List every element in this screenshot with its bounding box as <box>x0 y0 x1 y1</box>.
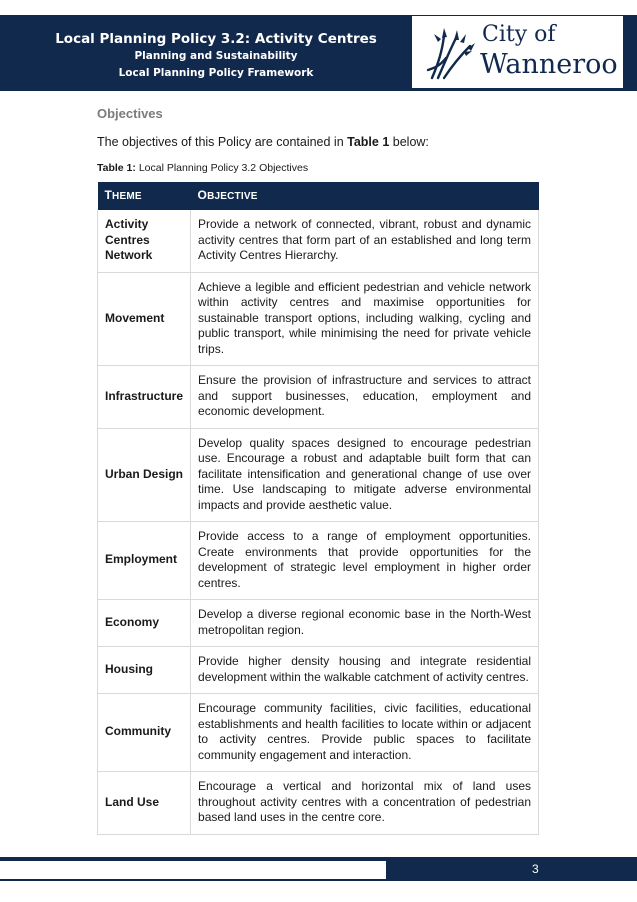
table-row <box>98 210 539 272</box>
section-heading: Objectives <box>97 106 163 121</box>
caption-label: Table 1: <box>97 162 136 174</box>
theme-cell: Land Use <box>98 772 191 835</box>
objective-cell: Encourage a vertical and horizontal mix of land uses throughout activity centres with a concentration of pedestrian based land uses in the centre core. <box>191 772 539 835</box>
theme-cell: Activity Centres Network <box>98 210 191 272</box>
objective-cell: Provide access to a range of employment opportunities. Create environments that provide opportunities for the development of strategic level employment in higher order centres. <box>191 522 539 600</box>
objective-cell: Encourage community facilities, civic facilities, educational establishments and health facilities to locate within or adjacent to activity centres. Provide public spaces to facilitate community engagement and interaction. <box>191 694 539 772</box>
city-logo <box>412 16 623 88</box>
intro-paragraph <box>97 135 429 149</box>
footer-accent <box>0 861 386 879</box>
objective-cell: Develop a diverse regional economic base in the North-West metropolitan region. <box>191 600 539 647</box>
page-number: 3 <box>532 862 539 876</box>
intro-table-ref: Table 1 <box>347 135 390 149</box>
table-row <box>98 647 539 694</box>
theme-cell: Economy <box>98 600 191 647</box>
caption-text: Local Planning Policy 3.2 Objectives <box>135 162 309 174</box>
objectives-table <box>97 182 539 835</box>
table-row <box>98 772 539 835</box>
header-text <box>48 30 384 82</box>
theme-cell: Infrastructure <box>98 366 191 429</box>
table-row <box>98 522 539 600</box>
table-caption <box>97 162 308 174</box>
table-header-row <box>98 182 539 210</box>
objective-cell: Achieve a legible and efficient pedestrian and vehicle network within activity centres and maximise opportunities for sustainable transport options, including walking, cycling and public transport, while minimising the need for private vehicle trips. <box>191 272 539 366</box>
document-subtitle-department: Planning and Sustainability <box>134 50 298 62</box>
table-row <box>98 272 539 366</box>
theme-cell: Housing <box>98 647 191 694</box>
logo-city-text: City of <box>482 22 556 47</box>
intro-text: The objectives of this Policy are contained in <box>97 135 348 149</box>
kangaroo-paw-icon <box>424 24 476 80</box>
table-row <box>98 428 539 522</box>
document-subtitle-framework: Local Planning Policy Framework <box>118 67 314 79</box>
objective-cell: Ensure the provision of infrastructure and services to attract and support businesses, education, employment and economic development. <box>191 366 539 429</box>
table-row <box>98 694 539 772</box>
header-theme: THEME <box>98 182 191 210</box>
table-row <box>98 366 539 429</box>
objective-cell: Develop quality spaces designed to encourage pedestrian use. Encourage a robust and adaptable built form that can facilitate intensification and generational change of use over time. Use landscaping to mitigate adverse environmental impacts and provide aesthetic value. <box>191 428 539 522</box>
intro-text-end: below: <box>389 135 429 149</box>
table-row <box>98 600 539 647</box>
theme-cell: Community <box>98 694 191 772</box>
logo-name-text: Wanneroo <box>480 49 618 80</box>
theme-cell: Employment <box>98 522 191 600</box>
objective-cell: Provide a network of connected, vibrant, robust and dynamic activity centres that form part of an established and long term Activity Centres Hierarchy. <box>191 210 539 272</box>
document-title: Local Planning Policy 3.2: Activity Centres <box>55 31 377 47</box>
theme-cell: Urban Design <box>98 428 191 522</box>
objective-cell: Provide higher density housing and integrate residential development within the walkable catchment of activity centres. <box>191 647 539 694</box>
header-objective: OBJECTIVE <box>191 182 539 210</box>
theme-cell: Movement <box>98 272 191 366</box>
